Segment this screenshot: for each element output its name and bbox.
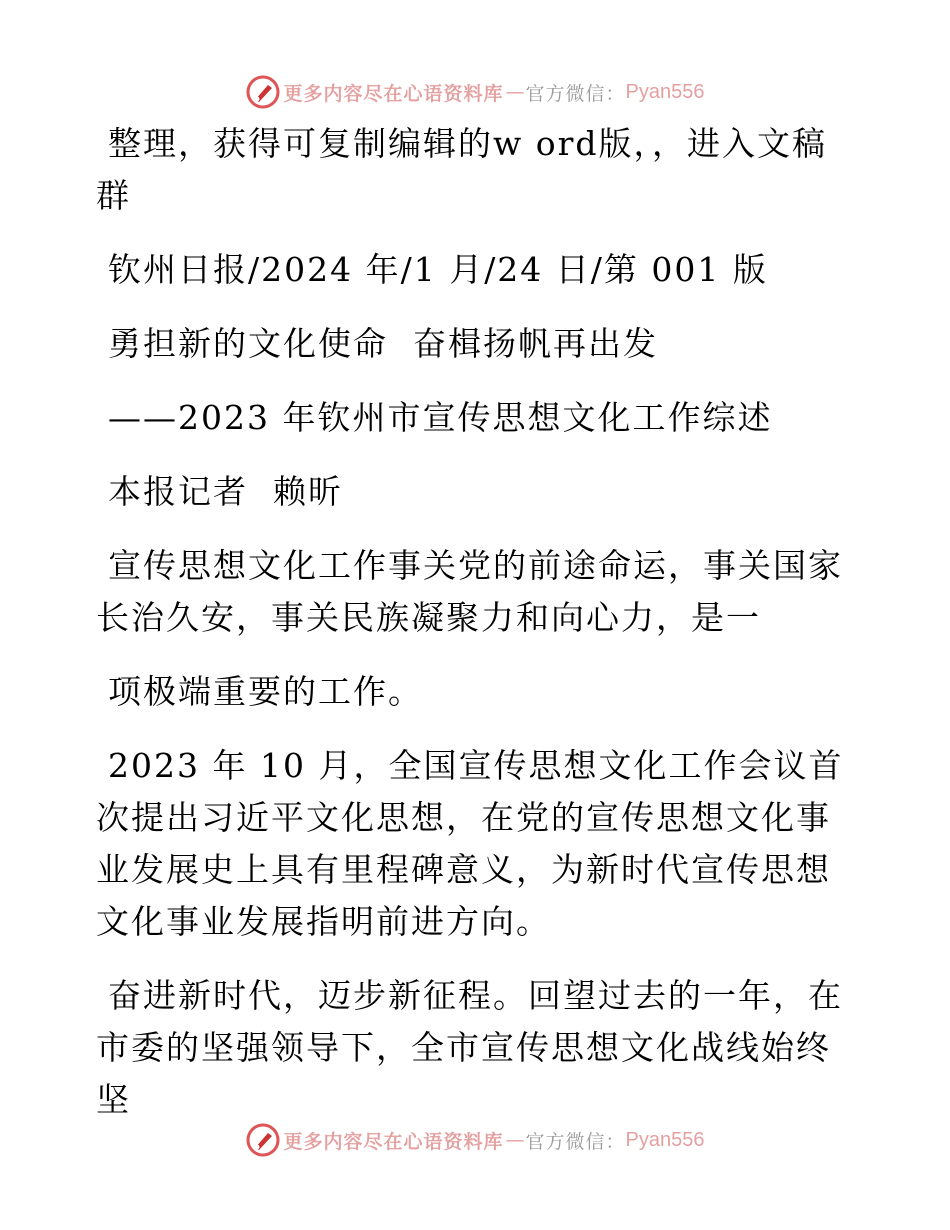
paragraph-body: 奋进新时代，迈步新征程。回望过去的一年，在市委的坚强领导下，全市宣传思想文化战线始终坚 [96, 976, 843, 1119]
watermark-dash: — [505, 1129, 524, 1151]
watermark-wechat-label: 官方微信： [525, 82, 626, 105]
watermark-wechat-id: Pyan556 [625, 80, 705, 103]
watermark-dash: — [505, 81, 524, 103]
watermark-wechat-id: Pyan556 [625, 1128, 705, 1151]
paragraph-body: 项极端重要的工作。 [108, 672, 423, 711]
watermark-footer [0, 1120, 950, 1160]
watermark-main-text: 更多内容尽在心语资料库 [283, 82, 504, 105]
pen-logo-icon [246, 75, 280, 109]
article-title: 勇担新的文化使命 奋楫扬帆再出发 [108, 324, 658, 363]
paragraph-body: 宣传思想文化工作事关党的前途命运，事关国家长治久安，事关民族凝聚力和向心力，是一 [96, 546, 843, 637]
article-subtitle: ——2023 年钦州市宣传思想文化工作综述 [108, 398, 773, 437]
watermark-header [0, 72, 950, 112]
document-body [96, 118, 856, 1148]
pen-logo-icon [246, 1123, 280, 1157]
paragraph-source: 钦州日报/2024 年/1 月/24 日/第 001 版 [108, 250, 768, 289]
paragraph-intro: 整理，获得可复制编辑的w ord版，，进入文稿群 [96, 124, 828, 215]
article-byline: 本报记者 赖昕 [108, 472, 343, 511]
watermark-main-text: 更多内容尽在心语资料库 [283, 1130, 504, 1153]
watermark-wechat-label: 官方微信： [525, 1130, 626, 1153]
paragraph-body: 2023 年 10 月，全国宣传思想文化工作会议首次提出习近平文化思想，在党的宣传思想文化事业发展史上具有里程碑意义，为新时代宣传思想文化事业发展指明前进方向。 [96, 746, 844, 941]
